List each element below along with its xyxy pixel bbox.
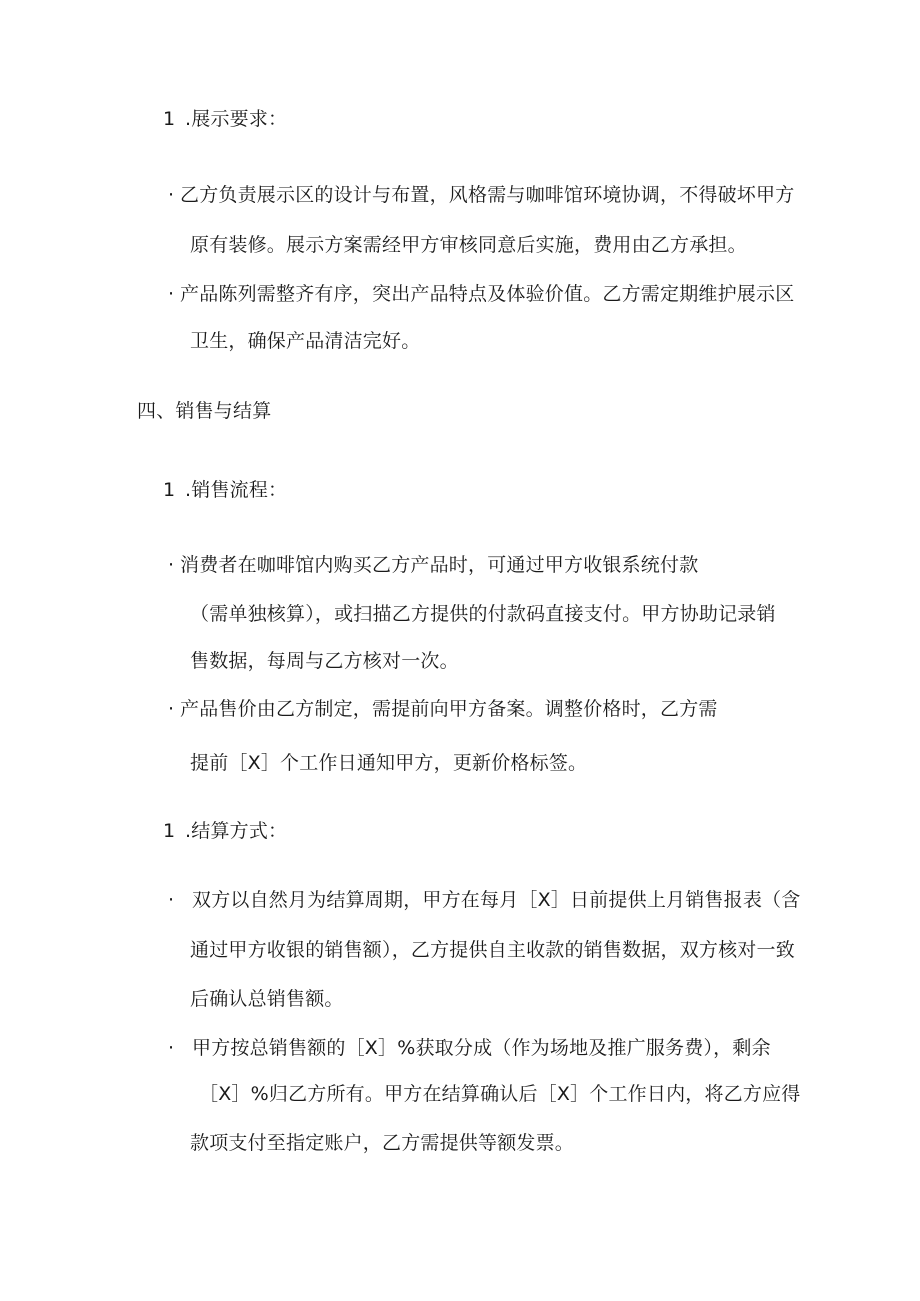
sec3-bullet1-line1	[168, 186, 794, 205]
sec4-bullet3-line1	[168, 891, 800, 910]
item-number: 1	[163, 820, 176, 842]
sec3-item1-heading	[163, 110, 287, 129]
item-title: .结算方式：	[185, 820, 288, 842]
item-number: 1	[163, 108, 176, 130]
sec4-item2-heading	[163, 822, 287, 841]
bullet-dot: ·	[168, 1037, 175, 1059]
paragraph-text: 消费者在咖啡馆内购买乙方产品时，可通过甲方收银系统付款	[180, 554, 699, 576]
paragraph-text: 乙方负责展示区的设计与布置，风格需与咖啡馆环境协调，不得破坏甲方	[180, 184, 795, 206]
sec3-bullet1-line2: 原有装修。展示方案需经甲方审核同意后实施，费用由乙方承担。	[190, 234, 747, 256]
bullet-dot: ·	[168, 184, 175, 206]
sec4-bullet3-line3: 后确认总销售额。	[190, 988, 344, 1010]
bullet-dot: ·	[168, 889, 175, 911]
sec4-bullet2-line2: 提前［X］个工作日通知甲方，更新价格标签。	[190, 752, 588, 774]
sec4-bullet3-line2: 通过甲方收银的销售额），乙方提供自主收款的销售数据，双方核对一致	[190, 939, 795, 961]
bullet-dot: ·	[168, 283, 175, 305]
section-heading: 四、销售与结算	[137, 400, 272, 422]
bullet-dot: ·	[168, 554, 175, 576]
sec4-item1-heading	[163, 481, 287, 500]
sec4-bullet4-line3: 款项支付至指定账户，乙方需提供等额发票。	[190, 1132, 575, 1154]
sec4-bullet1-line2: （需单独核算），或扫描乙方提供的付款码直接支付。甲方协助记录销	[190, 603, 776, 625]
item-title: .展示要求：	[185, 108, 288, 130]
sec4-bullet1-line1	[168, 556, 698, 575]
paragraph-text: 双方以自然月为结算周期，甲方在每月［X］日前提供上月销售报表（含	[192, 889, 801, 911]
sec4-bullet2-line1	[168, 700, 718, 719]
sec4-bullet1-line3: 售数据，每周与乙方核对一次。	[190, 650, 459, 672]
paragraph-text: 产品陈列需整齐有序，突出产品特点及体验价值。乙方需定期维护展示区	[180, 283, 795, 305]
sec4-bullet4-line2: ［X］%归乙方所有。甲方在结算确认后［X］个工作日内，将乙方应得	[199, 1083, 801, 1105]
sec3-bullet2-line2: 卫生，确保产品清洁完好。	[190, 330, 421, 352]
sec3-bullet2-line1	[168, 285, 794, 304]
sec4-bullet4-line1	[168, 1039, 771, 1058]
paragraph-text: 产品售价由乙方制定，需提前向甲方备案。调整价格时，乙方需	[180, 698, 718, 720]
item-number: 1	[163, 479, 176, 501]
bullet-dot: ·	[168, 698, 175, 720]
paragraph-text: 甲方按总销售额的［X］%获取分成（作为场地及推广服务费），剩余	[192, 1037, 771, 1059]
item-title: .销售流程：	[185, 479, 288, 501]
